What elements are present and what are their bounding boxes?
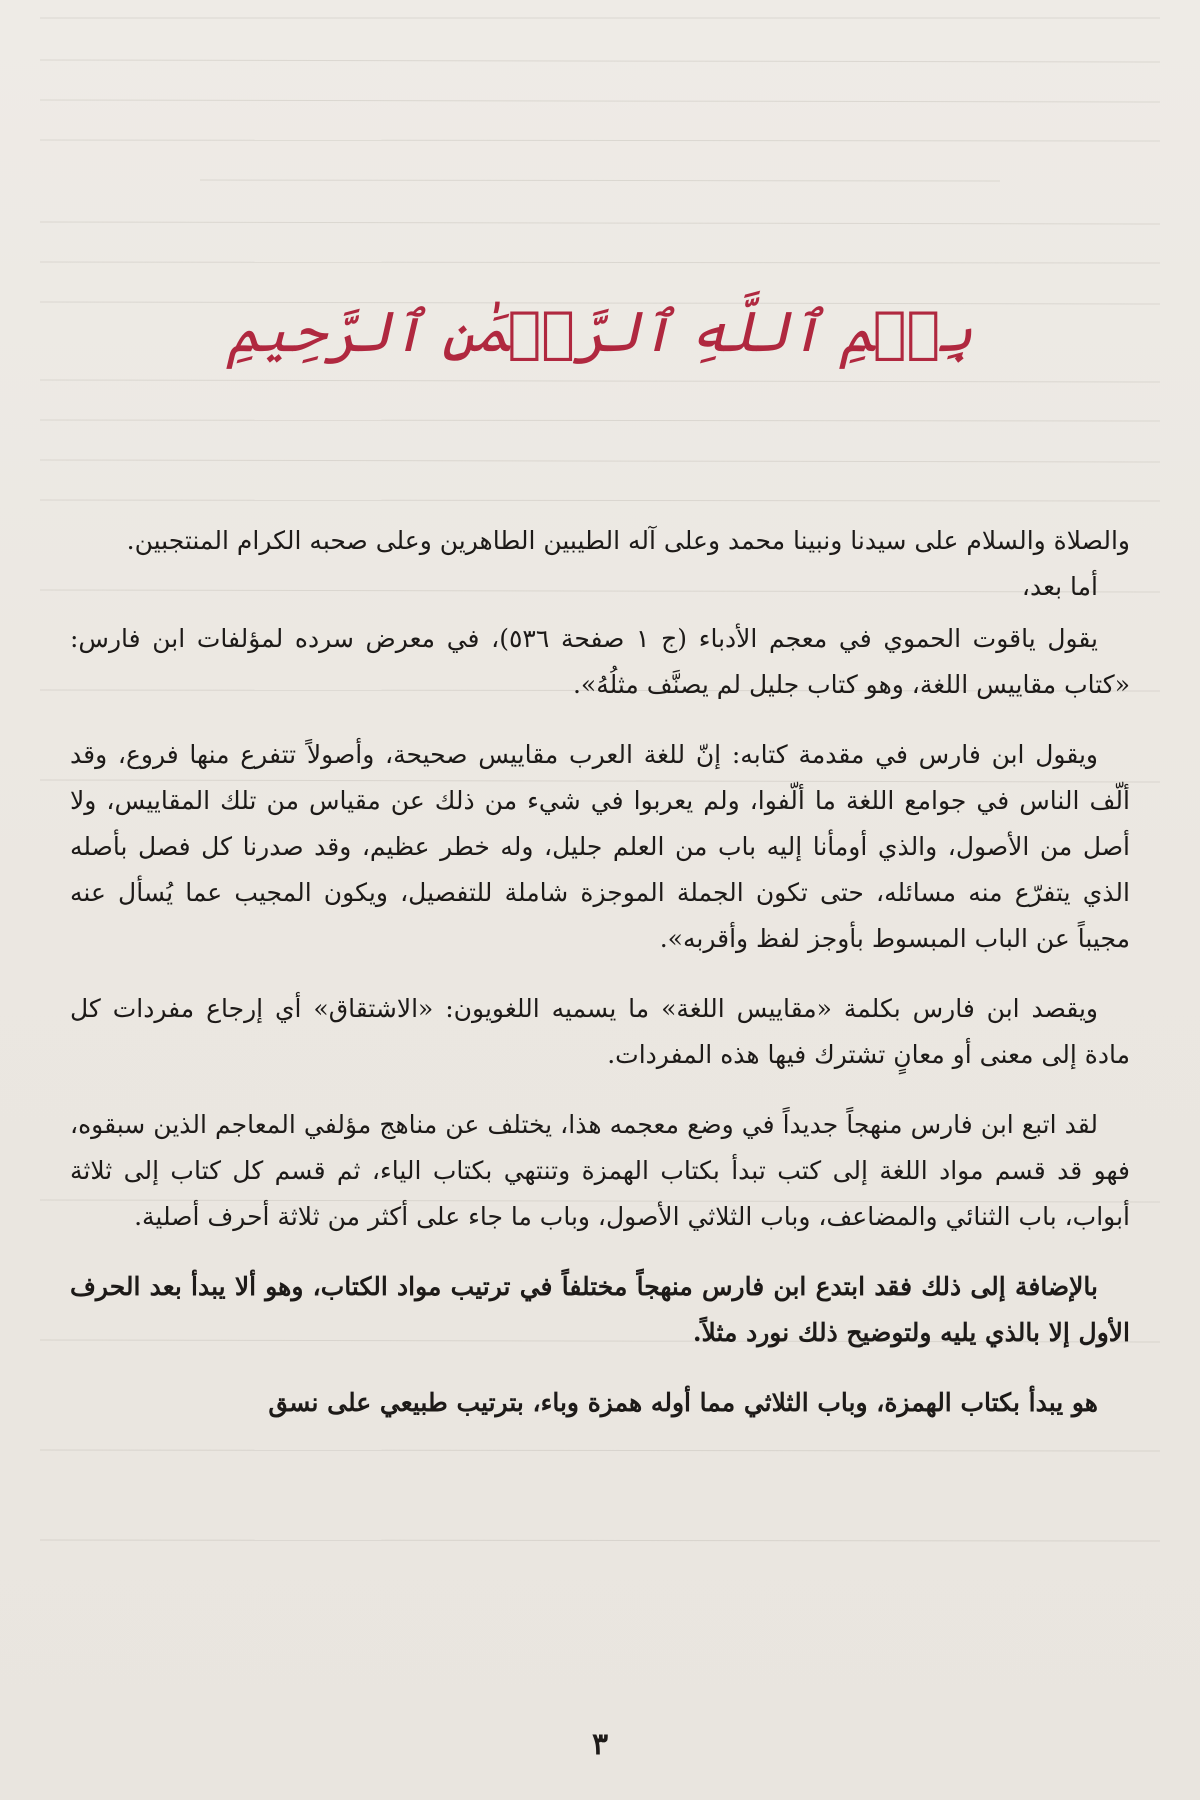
paragraph-ibn-faris-intro: ويقول ابن فارس في مقدمة كتابه: إنّ للغة العرب مقاييس صحيحة، وأصولاً تتفرع منها فروع، وقد ألّف الناس في جوامع اللغة ما ألّفوا، ولم يعربوا في شيء من ذلك عن مقياس من تلك المقاييس، ولا أصل من الأصول، والذي أومأنا إليه باب من العلم جليل، وله خطر عظيم، وقد صدرنا كل فصل بأصله الذي يتفرّع منه مسائله، حتى تكون الجملة الموجزة شاملة للتفصيل، ويكون المجيب عما يُسأل عنه مجيباً عن الباب المبسوط بأوجز لفظ وأقربه».	[70, 740, 1130, 953]
paragraph-salutation: والصلاة والسلام على سيدنا ونبينا محمد وعلى آله الطيبين الطاهرين وعلى صحبه الكرام المنتجبين.	[126, 526, 1130, 555]
paragraph-amma-baad: أما بعد،	[1021, 572, 1098, 601]
basmala-calligraphy: بِسۡمِ ٱللَّهِ ٱلرَّحۡمَٰنِ ٱلرَّحِيمِ	[227, 300, 973, 365]
body-text	[70, 518, 1130, 1450]
basmala-header	[0, 300, 1200, 365]
paragraph-ordering: بالإضافة إلى ذلك فقد ابتدع ابن فارس منهجاً مختلفاً في ترتيب مواد الكتاب، وهو ألا يبدأ بعد الحرف الأول إلا بالذي يليه ولتوضيح ذلك نورد مثلاً.	[70, 1272, 1130, 1347]
paragraph-hamza-example: هو يبدأ بكتاب الهمزة، وباب الثلاثي مما أوله همزة وباء، بترتيب طبيعي على نسق	[268, 1388, 1098, 1417]
paragraph-yaqut-quote: يقول ياقوت الحموي في معجم الأدباء (ج ١ صفحة ٥٣٦)، في معرض سرده لمؤلفات ابن فارس: «كتاب مقاييس اللغة، وهو كتاب جليل لم يصنَّف مثلُهُ».	[70, 624, 1130, 699]
page-number: ٣	[591, 1727, 609, 1762]
paragraph-method: لقد اتبع ابن فارس منهجاً جديداً في وضع معجمه هذا، يختلف عن مناهج مؤلفي المعاجم الذين سبقوه، فهو قد قسم مواد اللغة إلى كتب تبدأ بكتاب الهمزة وتنتهي بكتاب الياء، ثم قسم كل كتاب إلى ثلاثة أبواب، باب الثنائي والمضاعف، وباب الثلاثي الأصول، وباب ما جاء على أكثر من ثلاثة أحرف أصلية.	[70, 1110, 1130, 1231]
paragraph-maqayis-meaning: ويقصد ابن فارس بكلمة «مقاييس اللغة» ما يسميه اللغويون: «الاشتقاق» أي إرجاع مفردات كل مادة إلى معنى أو معانٍ تشترك فيها هذه المفردات.	[70, 994, 1130, 1069]
